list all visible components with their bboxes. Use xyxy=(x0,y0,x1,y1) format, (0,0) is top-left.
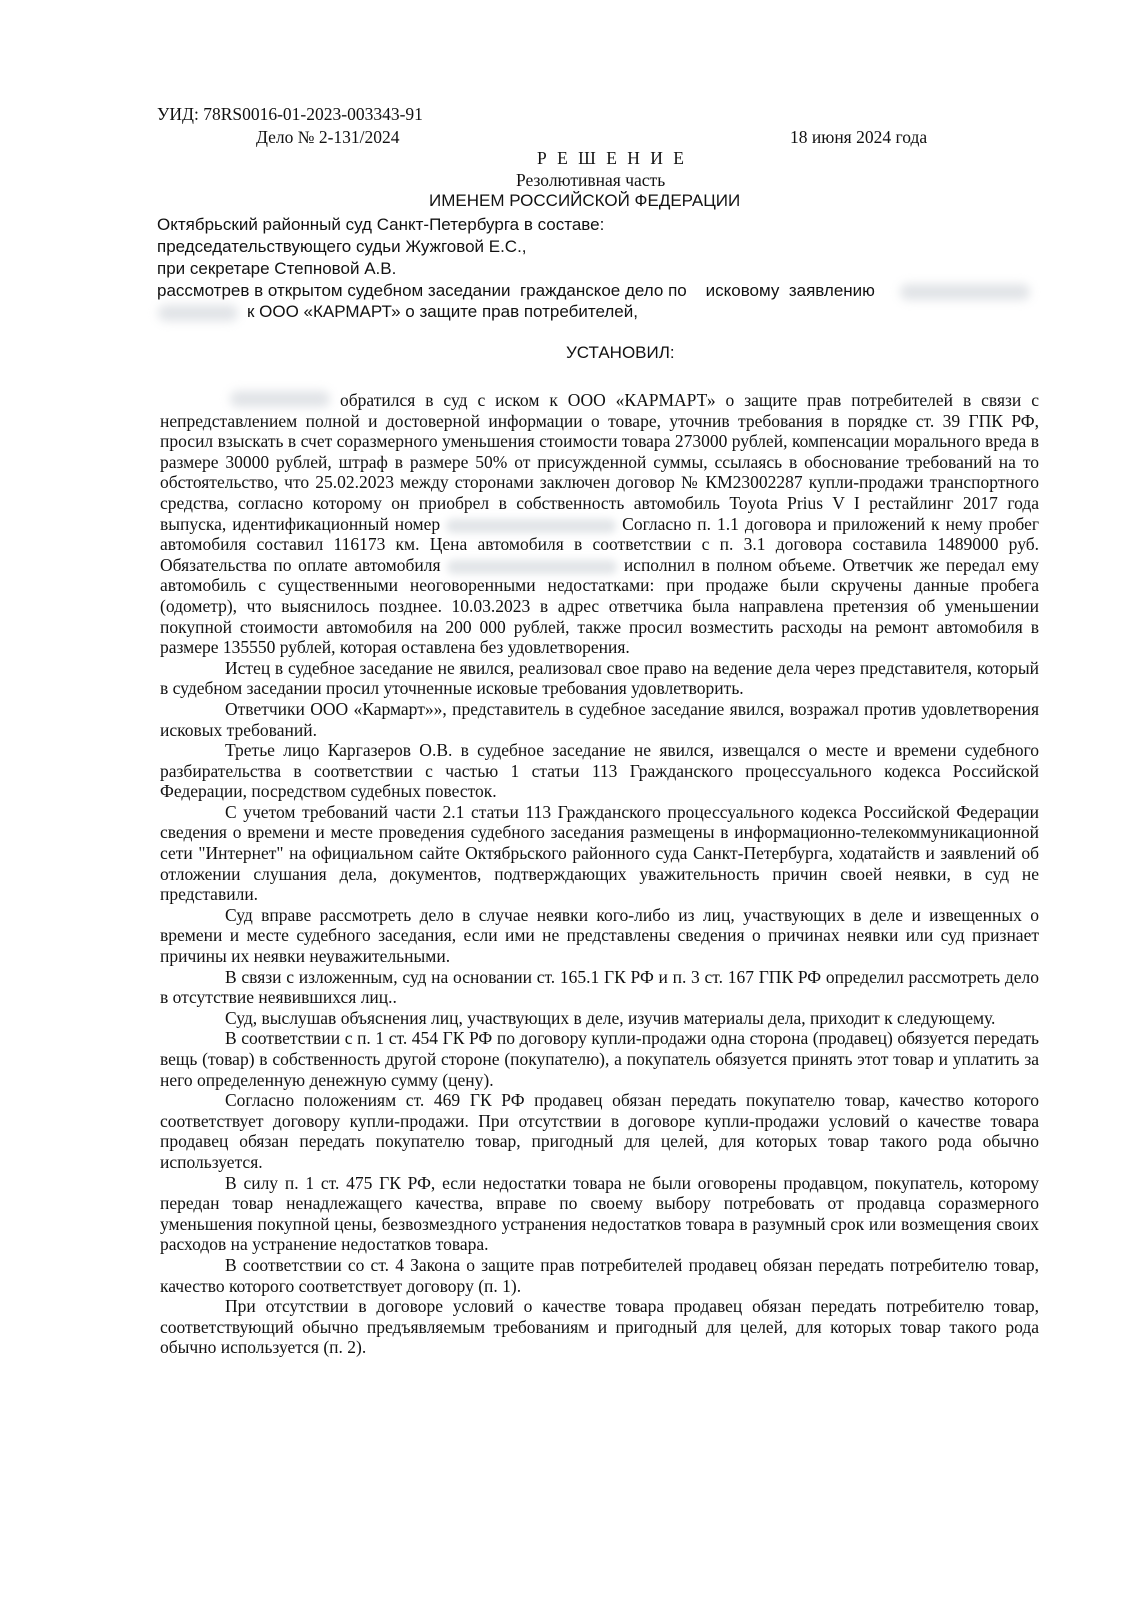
paragraph-defendant: Ответчики ООО «Кармарт»», представитель в судебное заседание явился, возражал против удовлетворения исковых требований. xyxy=(160,698,1039,740)
paragraph-art-475: В силу п. 1 ст. 475 ГК РФ, если недостатки товара не были оговорены продавцом, покупатель, которому передан товар ненадлежащего качества, вправе по своему выбору потребовать от продавца соразмерного уменьшения покупной цены, безвозмездного устранения недостатков товара в разумный срок или возмещения своих расходов на устранение недостатков товара. xyxy=(160,1172,1039,1255)
paragraph-consumer-law-2: При отсутствии в договоре условий о качестве товара продавец обязан передать потребителю товар, соответствующий обычно предъявляемым требованиям и пригодный для целей, для которых товар такого рода обычно используется (п. 2). xyxy=(160,1296,1039,1358)
paragraph-third-party: Третье лицо Каргазеров О.В. в судебное заседание не явился, извещался о месте и времени судебного разбирательства в соответствии с частью 1 статьи 113 Гражданского процессуального кодекса Российской Федерации, посредством судебных повесток. xyxy=(160,740,1039,802)
paragraph-notification: С учетом требований части 2.1 статьи 113 Гражданского процессуального кодекса Российской Федерации сведения о времени и месте проведения судебного заседания размещены в информационно-телекоммуникационной сети "Интернет" на официальном сайте Октябрьского районного суда Санкт-Петербурга, ходатайств и заявлений об отложении слушания дела, документов, подтверждающих уважительность причин своей неявки, в суд не представили. xyxy=(160,801,1039,905)
paragraph-court-right: Суд вправе рассмотреть дело в случае неявки кого-либо из лиц, участвующих в деле и извещенных о времени и месте судебного заседания, если ими не представлены сведения о причинах неявки или суд признает причины их неявки неуважительными. xyxy=(160,904,1039,967)
court-line: Октябрьский районный суд Санкт-Петербурга в составе: xyxy=(157,215,605,234)
redacted-plaintiff-name-2 xyxy=(447,560,617,574)
paragraph-conclusion-intro: Суд, выслушав объяснения лиц, участвующих в деле, изучив материалы дела, приходит к следующему. xyxy=(225,1007,996,1028)
document-title: Р Е Ш Е Н И Е xyxy=(537,148,687,168)
paragraph-art-469: Согласно положениям ст. 469 ГК РФ продавец обязан передать покупателю товар, качество которого соответствует договору купли-продажи. При отсутствии в договоре купли-продажи условий о качестве товара продавец обязан передать покупателю товар, пригодный для целей, для которых товар такого рода обычно используется. xyxy=(160,1090,1039,1172)
secretary-line: при секретаре Степновой А.В. xyxy=(157,259,397,278)
redacted-vin xyxy=(446,519,616,533)
paragraph-claim: обратился в суд с иском к ООО «КАРМАРТ» о защите прав потребителей в связи с непредставлением полной и достоверной информации о товаре, уточнив требования в порядке ст. 39 ГПК РФ, просил взыскать в счет соразмерного уменьшения стоимости товара 273000 рублей, компенсации морального вреда в размере 30000 рублей, штраф в размере 50% от присужденной суммы, ссылаясь в обоснование требований на то обстоятельство, что 25.02.2023 между сторонами заключен договор № КМ23002287 купли-продажи транспортного средства, согласно которому он приобрел в собственность автомобиль Toyota Prius V I рестайлинг 2017 года выпуска, идентификационный номер Согласно п. 1.1 договора и приложений к нему пробег автомобиля составил 116173 км. Цена автомобиля в соответствии с п. 3.1 договора составила 1489000 руб. Обязательства по оплате автомобиля исполнил в полном объеме. Ответчик же передал ему автомобиль с существенными неоговоренными недостатками: при продаже были скручены данные пробега (одометр), что выяснилось позднее. 10.03.2023 в адрес ответчика была направлена претензия об уменьшении покупной стоимости автомобиля на 200 000 рублей, также просил возместить расходы на ремонт автомобиля в размере 135550 рублей, которая оставлена без удовлетворения. xyxy=(160,390,1040,658)
judge-line: председательствующего судьи Жужговой Е.С., xyxy=(157,237,527,256)
document-date: 18 июня 2024 года xyxy=(790,127,928,147)
uid-line: УИД: 78RS0016-01-2023-003343-91 xyxy=(157,104,423,124)
decision-body xyxy=(160,390,1039,1358)
paragraph-absence-decision: В связи с изложенным, суд на основании ст. 165.1 ГК РФ и п. 3 ст. 167 ГПК РФ определил рассмотреть дело в отсутствие неявившихся лиц.. xyxy=(160,966,1039,1008)
case-description-line-cont: к ООО «КАРМАРТ» о защите прав потребителей, xyxy=(247,302,638,321)
case-number: Дело № 2-131/2024 xyxy=(256,127,400,147)
redacted-plaintiff-name xyxy=(900,284,1030,300)
paragraph-plaintiff-absence: Истец в судебное заседание не явился, реализовал свое право на ведение дела через представителя, который в судебном заседании просил уточненные исковые требования удовлетворить. xyxy=(160,657,1039,699)
paragraph-art-454: В соответствии с п. 1 ст. 454 ГК РФ по договору купли-продажи одна сторона (продавец) обязуется передать вещь (товар) в собственность другой стороне (покупателю), а покупатель обязуется принять этот товар и уплатить за него определенную денежную сумму (цену). xyxy=(160,1028,1039,1090)
redacted-plaintiff-name-cont xyxy=(158,305,238,321)
established-heading: УСТАНОВИЛ: xyxy=(566,343,675,362)
case-description-line: рассмотрев в открытом судебном заседании гражданское дело по исковому заявлению xyxy=(157,281,875,300)
paragraph-consumer-law-1: В соответствии со ст. 4 Закона о защите прав потребителей продавец обязан передать потребителю товар, качество которого соответствует договору (п. 1). xyxy=(160,1254,1039,1296)
document-subtitle: Резолютивная часть xyxy=(516,170,666,190)
in-name-heading: ИМЕНЕМ РОССИЙСКОЙ ФЕДЕРАЦИИ xyxy=(429,191,741,210)
redacted-plaintiff-name-3 xyxy=(230,391,330,407)
